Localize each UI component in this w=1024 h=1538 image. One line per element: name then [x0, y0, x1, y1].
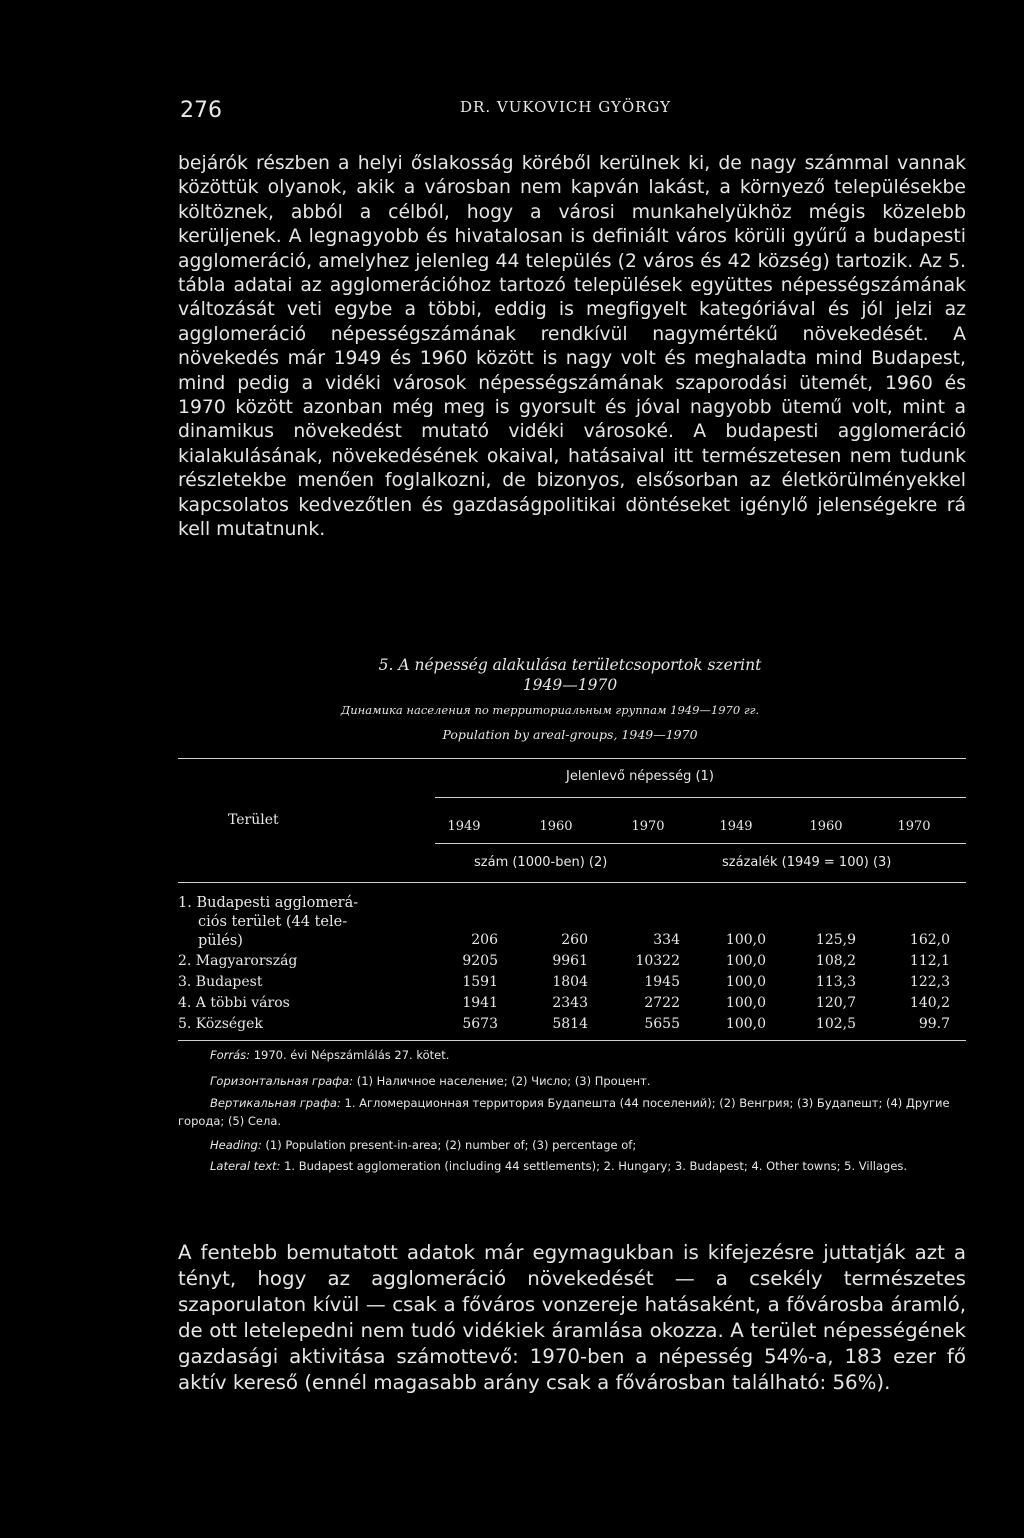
row-label: 3. Budapest: [178, 974, 263, 990]
year-header: 1970: [897, 819, 931, 834]
cell: 99.7: [918, 1016, 950, 1032]
source-note: [210, 1046, 966, 1064]
cell: 5655: [644, 1016, 680, 1032]
cell: 112,1: [909, 953, 950, 969]
row-label-line: pülés): [198, 933, 243, 949]
cell: 162,0: [909, 932, 950, 948]
cell: 10322: [635, 953, 680, 969]
cell: 120,7: [815, 995, 856, 1011]
unit-percent-header: százalék (1949 = 100) (3): [722, 855, 892, 870]
cell: 9961: [552, 953, 588, 969]
page-number: 276: [180, 98, 222, 123]
year-header: 1949: [447, 819, 481, 834]
body-paragraph-1: bejárók részben a helyi őslakosság köréből kerülnek ki, de nagy számmal vannak közöttük olyanok, akik a városban nem kapván lakást, a környező településekbe költöznek, abból a célból, hogy a városi munkahelyükhöz mégis közelebb kerüljenek. A legnagyobb és hivatalosan is definiált város körüli gyűrű a budapesti agglomeráció, amelyhez jelenleg 44 település (2 város és 42 község) tartozik. Az 5. tábla adatai az agglomerációhoz tartozó települések együttes népességszámának változását veti egybe a többi, eddig is megfigyelt kategóriával és jól jelzi az agglomeráció népességszámának rendkívül nagymértékű növekedését. A növekedés már 1949 és 1960 között is nagy volt és meghaladta mind Budapest, mind pedig a vidéki városok népességszámának szaporodási ütemét, 1960 és 1970 között azonban még meg is gyorsult és jóval nagyobb ütemű volt, mint a dinamikus növekedést mutató vidéki városoké. A budapesti agglomeráció kialakulásának, növekedésének okaival, hatásaival itt természetesen nem tudunk részletekbe menően foglalkozni, de bizonyos, elsősorban az életkörülményekkel kapcsolatos kedvezőtlen és gazdaságpolitikai döntéseket igénylő jelenségekre rá kell mutatnunk.: [178, 153, 966, 541]
cell: 1945: [644, 974, 680, 990]
cell: 100,0: [725, 995, 766, 1011]
note-label: Lateral text:: [210, 1159, 281, 1173]
cell: 5814: [552, 1016, 588, 1032]
note-text: 1. Агломерационная территория Будапешта (44 поселений); (2) Венгрия; (3) Будапешт; (4) Другие города; (5) Села.: [178, 1096, 950, 1128]
cell: 2722: [644, 995, 680, 1011]
row-label-line: 1. Budapesti agglomerá-: [178, 895, 359, 911]
cell: 122,3: [909, 974, 950, 990]
note-label: Heading:: [210, 1138, 262, 1152]
table-period: 1949—1970: [522, 676, 618, 694]
row-label-line: ciós terület (44 tele-: [198, 914, 348, 930]
source-text: 1970. évi Népszámlálás 27. kötet.: [253, 1048, 450, 1062]
year-header-rule: [435, 843, 966, 844]
body-paragraph-2: A fentebb bemutatott adatok már egymagukban is kifejezésre juttatják azt a tényt, hogy az agglomeráció növekedését — a csekély természetes szaporulaton kívül — csak a főváros vonzereje hatásaként, a fővárosba áramló, de ott letelepedni nem tudó vidékiek áramlása okozza. A terület népességének gazdasági aktivitása számottevő: 1970-ben a népesség 54%-a, 183 ezer fő aktív kereső (ennél magasabb arány csak a fővárosban található: 56%).: [178, 1241, 966, 1394]
header-bottom-rule: [178, 882, 966, 883]
table-bottom-rule: [178, 1040, 966, 1041]
row-label: 2. Magyarország: [178, 953, 298, 969]
table-caption-russian: Динамика населения по территориальным группам 1949—1970 гг.: [340, 703, 760, 717]
cell: 100,0: [725, 974, 766, 990]
table-row: [178, 974, 966, 994]
english-heading-note: [210, 1136, 966, 1154]
year-header: 1960: [809, 819, 843, 834]
note-text: (1) Population present-in-area; (2) number of; (3) percentage of;: [265, 1138, 637, 1152]
table-title: 5. A népesség alakulása területcsoportok szerint: [378, 656, 762, 674]
table-row: [178, 1016, 966, 1036]
cell: 102,5: [815, 1016, 856, 1032]
table-row: [178, 953, 966, 973]
year-header: 1960: [539, 819, 573, 834]
running-head: DR. VUKOVICH GYÖRGY: [460, 98, 672, 116]
note-label: Горизонтальная графа:: [210, 1074, 354, 1088]
table-top-rule: [178, 758, 966, 759]
stub-header: Terület: [228, 812, 279, 828]
row-label: 5. Községek: [178, 1016, 263, 1032]
cell: 100,0: [725, 1016, 766, 1032]
source-label: Forrás:: [210, 1048, 251, 1062]
unit-number-header: szám (1000-ben) (2): [474, 855, 608, 870]
year-header: 1949: [719, 819, 753, 834]
cell: 100,0: [725, 953, 766, 969]
english-lateral-note: [178, 1157, 966, 1175]
row-values: [178, 932, 966, 952]
cell: 140,2: [909, 995, 950, 1011]
cell: 5673: [462, 1016, 498, 1032]
year-header: 1970: [631, 819, 665, 834]
group-header: Jelenlevő népesség (1): [566, 769, 714, 784]
note-label: Вертикальная графа:: [210, 1096, 341, 1110]
cell: 125,9: [815, 932, 856, 948]
cell: 108,2: [815, 953, 856, 969]
cell: 334: [653, 932, 680, 948]
cell: 1804: [552, 974, 588, 990]
cell: 1941: [462, 995, 498, 1011]
russian-lateral-note: [178, 1094, 966, 1130]
cell: 9205: [462, 953, 498, 969]
group-header-rule: [435, 797, 966, 798]
note-text: (1) Наличное население; (2) Число; (3) Процент.: [356, 1074, 651, 1088]
cell: 206: [471, 932, 498, 948]
cell: 113,3: [815, 974, 856, 990]
cell: 260: [561, 932, 588, 948]
cell: 2343: [552, 995, 588, 1011]
table-caption-english: Population by areal-groups, 1949—1970: [442, 727, 698, 742]
note-text: 1. Budapest agglomeration (including 44 settlements); 2. Hungary; 3. Budapest; 4. Other towns; 5. Villages.: [284, 1159, 908, 1173]
table-row: [178, 995, 966, 1015]
row-label: 4. A többi város: [178, 995, 290, 1011]
cell: 100,0: [725, 932, 766, 948]
cell: 1591: [462, 974, 498, 990]
table-caption-hungarian: [250, 655, 890, 695]
russian-heading-note: [210, 1072, 966, 1090]
